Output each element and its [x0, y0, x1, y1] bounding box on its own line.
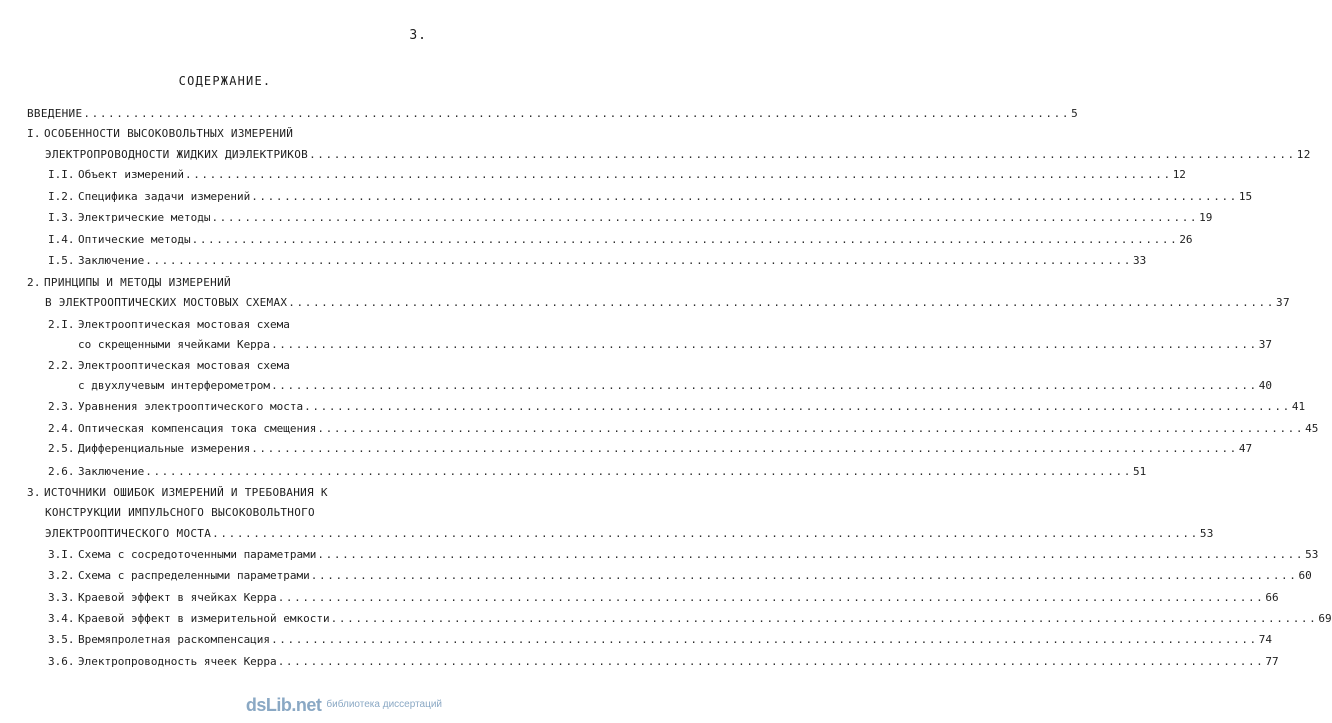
toc-entry-number: 2.3. [48, 400, 75, 413]
toc-entry-text: ЭЛЕКТРОПРОВОДНОСТИ ЖИДКИХ ДИЭЛЕКТРИКОВ [45, 148, 309, 161]
toc-entry-text: с двухлучевым интерферометром [78, 379, 271, 392]
toc-entry-page: 53 [1305, 548, 1319, 561]
toc-entry-page: 40 [1258, 379, 1273, 392]
toc-entry-page: 37 [1276, 296, 1290, 309]
toc-entry-text: ПРИНЦИПЫ И МЕТОДЫ ИЗМЕРЕНИЙ [44, 276, 231, 289]
toc-entry-page: 60 [1298, 569, 1312, 582]
watermark [246, 693, 442, 717]
toc-entry-introduction [27, 106, 1079, 122]
toc-leader-dots: ........................................................................................................................ [277, 655, 1265, 668]
toc-leader-dots: ........................................................................................................................ [271, 338, 1258, 351]
toc-entry-number: I.4. [48, 233, 75, 246]
toc-entry-number: I. [27, 127, 41, 140]
toc-entry-number: I.3. [48, 211, 75, 224]
toc-section-3-2 [48, 568, 1312, 584]
toc-entry-text: Электрооптическая мостовая схема [78, 318, 290, 331]
toc-entry-text: Времяпролетная раскомпенсация [78, 633, 271, 646]
toc-entry-text: Заключение [78, 465, 145, 478]
toc-entry-page: 5 [1071, 107, 1079, 120]
toc-entry-page: 69 [1318, 612, 1332, 625]
toc-entry-text: Схема с распределенными параметрами [78, 569, 310, 582]
toc-section-1-5 [48, 253, 1147, 269]
toc-leader-dots: ........................................................................................................................ [211, 211, 1199, 224]
toc-section-1-2 [48, 189, 1253, 205]
toc-leader-dots: ........................................................................................................................ [277, 591, 1265, 604]
toc-section-3-6 [48, 654, 1279, 670]
toc-entry-number: 3. [27, 486, 41, 499]
toc-chapter-3-heading [27, 485, 418, 501]
toc-entry-page: 47 [1238, 442, 1253, 455]
toc-entry-number: 3.2. [48, 569, 75, 582]
toc-entry-text: Краевой эффект в измерительной емкости [78, 612, 330, 625]
toc-leader-dots: ........................................................................................................................ [309, 148, 1296, 161]
toc-entry-text: ОСОБЕННОСТИ ВЫСОКОВОЛЬТНЫХ ИЗМЕРЕНИЙ [44, 127, 294, 140]
toc-entry-text: КОНСТРУКЦИИ ИМПУЛЬСНОГО ВЫСОКОВОЛЬТНОГО [45, 506, 315, 519]
toc-leader-dots: ........................................................................................................................ [330, 612, 1318, 625]
toc-entry-page: 15 [1238, 190, 1253, 203]
toc-chapter-2-heading [27, 275, 418, 291]
toc-entry-text: Оптическая компенсация тока смещения [78, 422, 317, 435]
toc-section-1-3 [48, 210, 1213, 226]
toc-entry-text: Оптические методы [78, 233, 191, 246]
toc-section-2-5 [48, 441, 1253, 457]
toc-entry-number: 3.3. [48, 591, 75, 604]
toc-chapter-1-heading-cont [45, 147, 1311, 163]
toc-entry-text: ЭЛЕКТРООПТИЧЕСКОГО МОСТА [45, 527, 212, 540]
toc-leader-dots: ........................................................................................................................ [251, 190, 1238, 203]
toc-section-2-2 [48, 358, 418, 374]
toc-section-3-1 [48, 547, 1319, 563]
page-number: 3. [409, 28, 427, 43]
toc-section-2-6 [48, 464, 1147, 480]
toc-entry-page: 12 [1172, 168, 1186, 181]
toc-entry-page: 19 [1199, 211, 1213, 224]
toc-leader-dots: ........................................................................................................................ [288, 296, 1276, 309]
toc-leader-dots: ........................................................................................................................ [145, 465, 1132, 478]
toc-entry-page: 66 [1265, 591, 1279, 604]
toc-entry-number: 2.6. [48, 465, 75, 478]
toc-chapter-3-heading-cont-2 [45, 526, 1214, 542]
toc-entry-number: 2.2. [48, 359, 75, 372]
toc-section-1-4 [48, 232, 1193, 248]
toc-section-3-5 [48, 632, 1273, 648]
toc-entry-text: Специфика задачи измерений [78, 190, 251, 203]
toc-leader-dots: ........................................................................................................................ [310, 569, 1298, 582]
toc-leader-dots: ........................................................................................................................ [251, 442, 1238, 455]
toc-entry-text: Уравнения электрооптического моста [78, 400, 304, 413]
toc-leader-dots: ........................................................................................................................ [145, 254, 1132, 267]
toc-entry-text: Электрические методы [78, 211, 211, 224]
toc-entry-text: со скрещенными ячейками Керра [78, 338, 271, 351]
toc-entry-page: 45 [1305, 422, 1319, 435]
watermark-subtitle: библиотека диссертаций [326, 699, 442, 710]
toc-section-2-3 [48, 399, 1306, 415]
toc-leader-dots: ........................................................................................................................ [317, 548, 1305, 561]
toc-entry-page: 26 [1179, 233, 1193, 246]
toc-entry-number: 3.6. [48, 655, 75, 668]
toc-leader-dots: ........................................................................................................................ [184, 168, 1172, 181]
toc-entry-text: Заключение [78, 254, 145, 267]
toc-leader-dots: ........................................................................................................................ [271, 379, 1258, 392]
toc-entry-page: 53 [1199, 527, 1214, 540]
toc-entry-number: 2.4. [48, 422, 75, 435]
toc-leader-dots: ........................................................................................................................ [304, 400, 1291, 413]
toc-entry-number: I.5. [48, 254, 75, 267]
toc-chapter-3-heading-cont-1 [45, 505, 418, 521]
toc-entry-text: Краевой эффект в ячейках Керра [78, 591, 277, 604]
toc-entry-text: Электропроводность ячеек Керра [78, 655, 277, 668]
toc-leader-dots: ........................................................................................................................ [191, 233, 1179, 246]
toc-section-2-1 [48, 317, 418, 333]
toc-entry-text: Схема с сосредоточенными параметрами [78, 548, 317, 561]
toc-entry-page: 51 [1132, 465, 1147, 478]
toc-entry-number: 2.I. [48, 318, 75, 331]
toc-entry-page: 33 [1132, 254, 1147, 267]
toc-entry-text: Дифференциальные измерения [78, 442, 251, 455]
toc-entry-number: 3.5. [48, 633, 75, 646]
toc-leader-dots: ........................................................................................................................ [271, 633, 1258, 646]
toc-section-2-4 [48, 421, 1319, 437]
toc-section-1-1 [48, 167, 1186, 183]
toc-chapter-1-heading [27, 126, 418, 142]
toc-chapter-2-heading-cont [45, 295, 1290, 311]
toc-entry-page: 41 [1291, 400, 1306, 413]
toc-entry-number: 3.I. [48, 548, 75, 561]
toc-entry-number: 2.5. [48, 442, 75, 455]
toc-leader-dots: ........................................................................................................................ [212, 527, 1199, 540]
toc-entry-text: В ЭЛЕКТРООПТИЧЕСКИХ МОСТОВЫХ СХЕМАХ [45, 296, 288, 309]
toc-entry-number: I.2. [48, 190, 75, 203]
toc-entry-page: 77 [1265, 655, 1279, 668]
toc-entry-text: Объект измерений [78, 168, 184, 181]
toc-leader-dots: ........................................................................................................................ [317, 422, 1305, 435]
watermark-logo: dsLib.net [245, 694, 322, 715]
toc-entry-text: ВВЕДЕНИЕ [27, 107, 83, 120]
toc-entry-text: Электрооптическая мостовая схема [78, 359, 290, 372]
toc-section-2-1-cont [78, 337, 1273, 353]
page-title: СОДЕРЖАНИЕ. [178, 74, 272, 88]
toc-entry-number: I.I. [48, 168, 75, 181]
toc-section-2-2-cont [78, 378, 1273, 394]
toc-section-3-3 [48, 590, 1279, 606]
toc-entry-page: 37 [1258, 338, 1273, 351]
toc-entry-number: 3.4. [48, 612, 75, 625]
toc-entry-text: ИСТОЧНИКИ ОШИБОК ИЗМЕРЕНИЙ И ТРЕБОВАНИЯ К [44, 486, 328, 499]
toc-leader-dots: ........................................................................................................................ [83, 107, 1071, 120]
toc-entry-page: 12 [1296, 148, 1311, 161]
toc-section-3-4 [48, 611, 1332, 627]
toc-entry-number: 2. [27, 276, 41, 289]
toc-entry-page: 74 [1258, 633, 1273, 646]
